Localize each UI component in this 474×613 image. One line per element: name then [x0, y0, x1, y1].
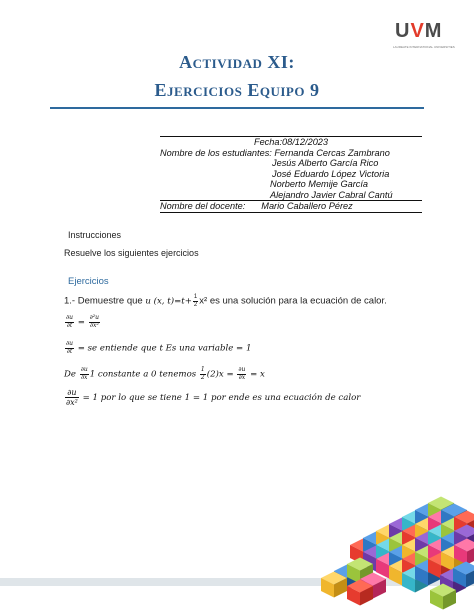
- date-field: Fecha:08/12/2023: [253, 137, 329, 147]
- students-label: Nombre de los estudiantes:: [160, 147, 272, 158]
- student-name: José Eduardo López Victoria: [272, 168, 390, 179]
- instructions-heading: Instrucciones: [68, 230, 122, 240]
- info-bottom-rule: [160, 212, 422, 213]
- exercises-heading: Ejercicios: [68, 276, 109, 287]
- heat-equation: $\frac{\partial u}{\partial t}$ = $\frac{\text{∂²u}}{\text{∂x²}}$: [66, 314, 100, 329]
- decorative-cubes-graphic: [290, 485, 474, 613]
- uvm-logo: [393, 18, 453, 48]
- exercise-1-statement: 1.- Demuestre que u (x, t)=t+ $\frac{1}{2}$ x² es una solución para la ecuación de calor.: [64, 294, 387, 308]
- info-block: [160, 136, 422, 213]
- half-fraction: $\frac{1}{2}$: [193, 294, 198, 308]
- activity-title: Actividad XI:: [179, 52, 295, 72]
- equation-conclusion: $\frac{\partial u}{\text{∂x²}}$ = 1 por lo que se tiene 1 = 1 por ende es una ecuación de calor: [66, 388, 361, 407]
- teacher-label: Nombre del docente:: [160, 201, 246, 211]
- student-name: Jesús Alberto García Rico: [272, 158, 379, 168]
- logo-subtitle: LAUREATE INTERNATIONAL UNIVERSITIES: [393, 45, 455, 49]
- logo-wordmark: UVM: [395, 20, 443, 42]
- student-name: Norberto Memije García: [270, 179, 369, 189]
- teacher-name: Mario Caballero Pérez: [261, 201, 353, 211]
- teacher-row: [160, 201, 422, 212]
- equation-step-2: De $\frac{\partial u}{\partial x}$ 1 constante a 0 tenemos $\frac{1}{2}$ (2)x = $\frac{\partial u}{\partial x}$ = x: [64, 366, 265, 381]
- student-name: Fernanda Cercas Zambrano: [274, 147, 390, 158]
- students-row: [160, 148, 422, 159]
- instructions-text: Resuelve los siguientes ejercicios: [64, 248, 199, 258]
- page-title: Ejercicios Equipo 9: [154, 80, 320, 100]
- title-divider: [50, 107, 424, 109]
- student-name: Alejandro Javier Cabral Cantú: [270, 189, 393, 200]
- equation-step-1: $\frac{\partial u}{\partial t}$ = se entiende que t Es una variable = 1: [66, 340, 252, 355]
